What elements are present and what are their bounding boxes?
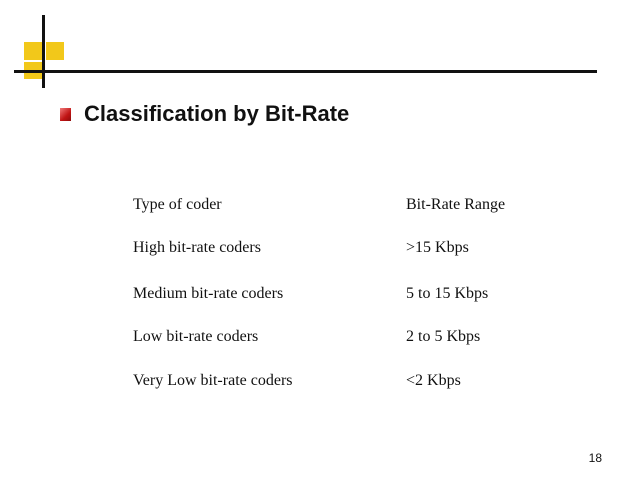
table-header-row — [133, 194, 553, 216]
slide-title: Classification by Bit-Rate — [84, 101, 350, 126]
column-header-range: Bit-Rate Range — [406, 196, 506, 213]
coder-type-cell: High bit-rate coders — [133, 239, 261, 256]
table-row — [133, 237, 553, 259]
coder-type-cell: Very Low bit-rate coders — [133, 372, 293, 389]
bit-rate-cell: 5 to 15 Kbps — [406, 285, 489, 302]
page-number: 18 — [588, 451, 602, 465]
table-row — [133, 283, 553, 305]
bit-rate-cell: >15 Kbps — [406, 239, 469, 256]
decorative-square — [46, 42, 64, 60]
decorative-square — [24, 42, 42, 60]
coder-type-cell: Low bit-rate coders — [133, 328, 259, 345]
table-row — [133, 370, 553, 392]
decorative-vertical-line — [42, 15, 45, 88]
red-square-bullet-icon — [60, 108, 71, 121]
table-row — [133, 326, 553, 348]
coder-type-cell: Medium bit-rate coders — [133, 285, 284, 302]
column-header-type: Type of coder — [133, 196, 222, 213]
bit-rate-cell: <2 Kbps — [406, 372, 461, 389]
title-divider-line — [14, 70, 597, 73]
bit-rate-cell: 2 to 5 Kbps — [406, 328, 481, 345]
